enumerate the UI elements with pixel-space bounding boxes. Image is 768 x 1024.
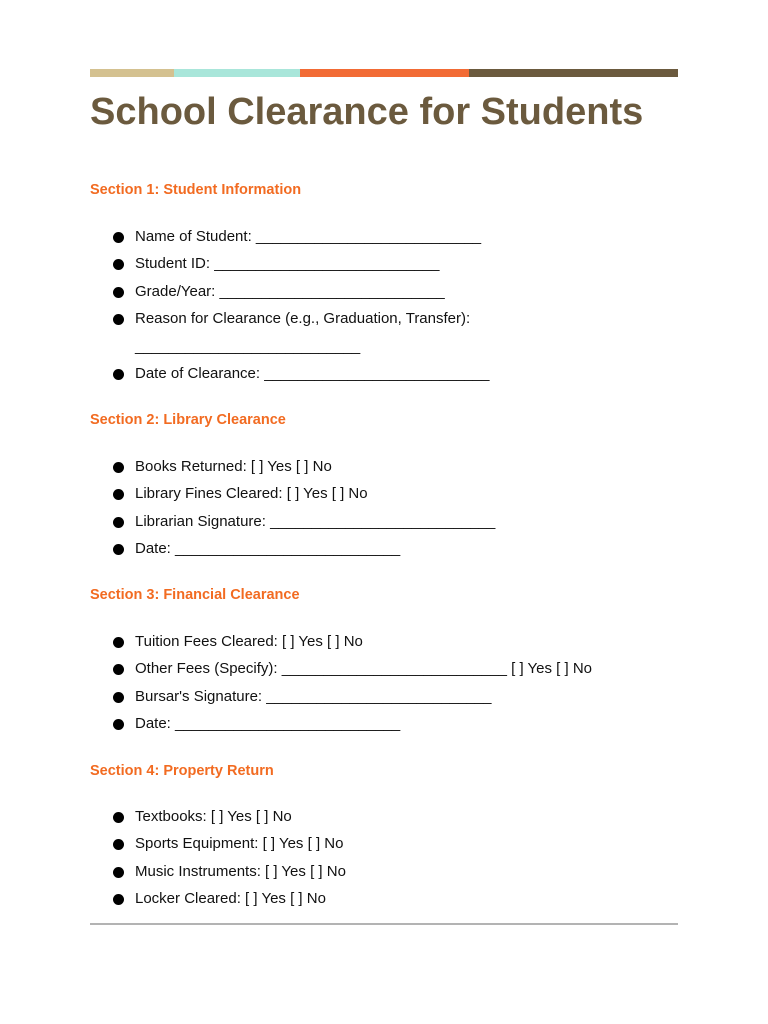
list-item-sports-equipment: Sports Equipment: [ ] Yes [ ] No — [0, 830, 346, 857]
document-title: School Clearance for Students — [90, 91, 644, 133]
section-1-list — [0, 223, 489, 387]
list-item-librarian-signature: Librarian Signature: ___________________________ — [0, 508, 495, 535]
list-item-books-returned: Books Returned: [ ] Yes [ ] No — [0, 453, 495, 480]
bullet-icon — [113, 812, 124, 823]
list-item-date-of-clearance: Date of Clearance: ___________________________ — [0, 360, 489, 387]
bullet-icon — [113, 259, 124, 270]
list-item-library-fines: Library Fines Cleared: [ ] Yes [ ] No — [0, 480, 495, 507]
bullet-icon — [113, 314, 124, 325]
bullet-icon — [113, 369, 124, 380]
bullet-icon — [113, 867, 124, 878]
bullet-icon — [113, 664, 124, 675]
list-item-reason-for-clearance: Reason for Clearance (e.g., Graduation, Transfer): ___________________________ — [0, 305, 489, 360]
section-4-heading: Section 4: Property Return — [90, 763, 274, 779]
reason-blank-line: ___________________________ — [135, 337, 361, 355]
color-bar-segment-brown — [469, 69, 678, 77]
bullet-icon — [113, 287, 124, 298]
bullet-icon — [113, 894, 124, 905]
footer-divider — [90, 923, 678, 925]
color-bar-segment-mint — [174, 69, 300, 77]
section-2-heading: Section 2: Library Clearance — [90, 412, 286, 428]
bullet-icon — [113, 232, 124, 243]
bullet-icon — [113, 462, 124, 473]
section-3-list — [0, 628, 592, 738]
decorative-color-bar — [90, 69, 678, 77]
list-item-textbooks: Textbooks: [ ] Yes [ ] No — [0, 803, 346, 830]
list-item-grade-year: Grade/Year: ___________________________ — [0, 278, 489, 305]
color-bar-segment-tan — [90, 69, 174, 77]
bullet-icon — [113, 839, 124, 850]
list-item-music-instruments: Music Instruments: [ ] Yes [ ] No — [0, 858, 346, 885]
section-1-heading: Section 1: Student Information — [90, 182, 302, 198]
list-item-name-of-student: Name of Student: ___________________________ — [0, 223, 489, 250]
color-bar-segment-orange — [300, 69, 469, 77]
list-item-student-id: Student ID: ___________________________ — [0, 250, 489, 277]
section-3-heading: Section 3: Financial Clearance — [90, 587, 300, 603]
list-item-tuition-fees: Tuition Fees Cleared: [ ] Yes [ ] No — [0, 628, 592, 655]
list-item-other-fees: Other Fees (Specify): ___________________________ [ ] Yes [ ] No — [0, 655, 592, 682]
section-4-list — [0, 803, 346, 913]
bullet-icon — [113, 489, 124, 500]
bullet-icon — [113, 637, 124, 648]
bullet-icon — [113, 692, 124, 703]
list-item-library-date: Date: ___________________________ — [0, 535, 495, 562]
list-item-financial-date: Date: ___________________________ — [0, 710, 592, 737]
bullet-icon — [113, 544, 124, 555]
bullet-icon — [113, 719, 124, 730]
bullet-icon — [113, 517, 124, 528]
list-item-locker-cleared: Locker Cleared: [ ] Yes [ ] No — [0, 885, 346, 912]
section-2-list — [0, 453, 495, 563]
list-item-bursar-signature: Bursar's Signature: ___________________________ — [0, 683, 592, 710]
